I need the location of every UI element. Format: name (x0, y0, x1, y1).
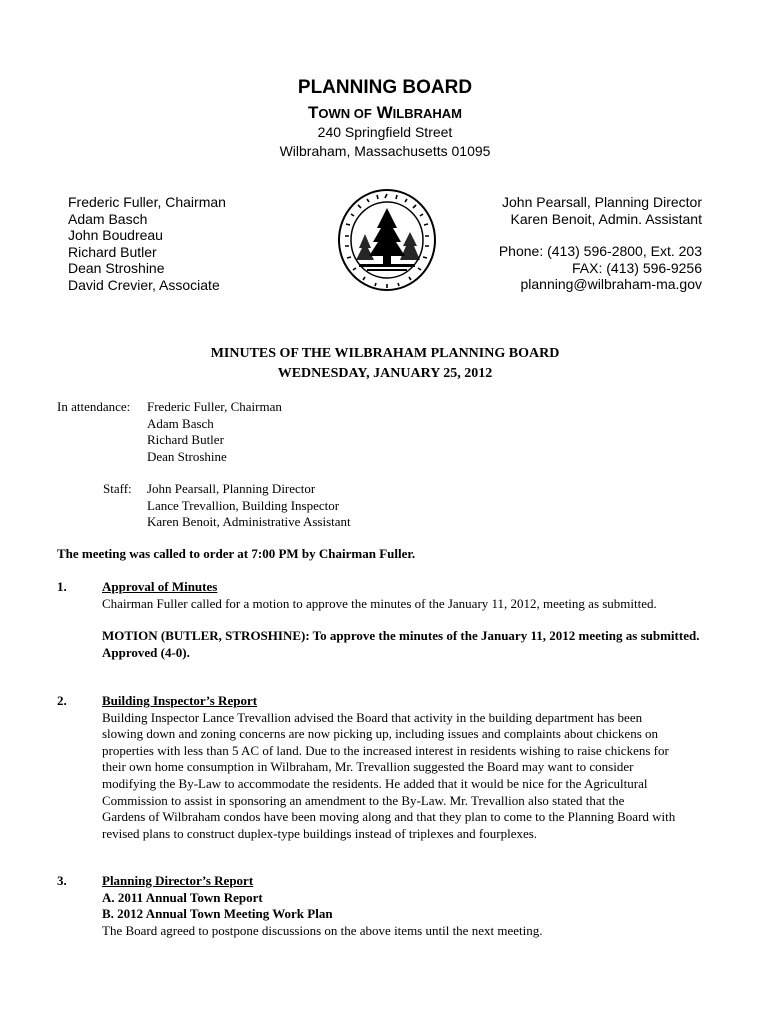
member-line: Frederic Fuller, Chairman (68, 194, 226, 210)
report-line: slowing down and zoning concerns are now picking up, including issues and complaints about chickens on (102, 726, 659, 742)
report-line: revised plans to construct duplex-type buildings instead of triplexes and fourplexes. (102, 825, 538, 841)
staff-list (147, 481, 351, 531)
attendance-label: In attendance: (57, 399, 131, 414)
item-heading: Planning Director’s Report (102, 873, 254, 888)
item-building-inspector-report (102, 693, 717, 842)
attendee: Frederic Fuller, Chairman (147, 399, 282, 414)
attendee: Richard Butler (147, 432, 224, 448)
item-planning-director-report (102, 873, 717, 939)
staff-label: Staff: (103, 481, 132, 496)
street-address: 240 Springfield Street (317, 124, 453, 140)
attendee: Dean Stroshine (147, 448, 227, 464)
member-line: Dean Stroshine (68, 260, 165, 277)
item-text: The Board agreed to postpone discussions on the above items until the next meeting. (102, 922, 543, 938)
staff-member: Karen Benoit, Administrative Assistant (147, 514, 351, 530)
contact-info (499, 194, 702, 293)
report-line: properties with less than 5 AC of land. Due to the increased interest in residents wishing to raise chickens for (102, 742, 669, 758)
member-line: Richard Butler (68, 243, 157, 260)
report-line: Building Inspector Lance Trevallion advised the Board that activity in the building department has been (102, 709, 643, 725)
subitem-a: A. 2011 Annual Town Report (102, 889, 263, 905)
board-title: PLANNING BOARD (297, 77, 473, 98)
member-line: David Crevier, Associate (68, 276, 220, 293)
member-line: John Boudreau (68, 227, 163, 244)
board-members (68, 194, 226, 294)
item-heading: Approval of Minutes (102, 579, 218, 594)
town-seal-icon (337, 188, 437, 292)
assistant-line: Karen Benoit, Admin. Assistant (510, 210, 702, 227)
member-line: Adam Basch (68, 210, 148, 227)
subitem-b: B. 2012 Annual Town Meeting Work Plan (102, 906, 333, 922)
item-text: Chairman Fuller called for a motion to approve the minutes of the January 11, 2012, meeting as submitted. (102, 595, 657, 611)
item-approval-of-minutes (102, 579, 717, 612)
staff-member: John Pearsall, Planning Director (147, 481, 316, 496)
motion-text: MOTION (BUTLER, STROSHINE): To approve the minutes of the January 11, 2012 meeting as submitted. Approved (4-0). (102, 628, 700, 660)
city-address: Wilbraham, Massachusetts 01095 (279, 143, 491, 159)
item-number: 2. (57, 693, 67, 708)
report-line: their own home consumption in Wilbraham, Mr. Trevallion suggested the Board may want to consider (102, 759, 634, 775)
report-line: modifying the By-Law to accommodate the residents. He added that it would be nice for the Agricultural (102, 775, 648, 791)
email-line: planning@wilbraham-ma.gov (520, 276, 702, 293)
attendance-list (147, 399, 282, 465)
phone-line: Phone: (413) 596-2800, Ext. 203 (498, 243, 702, 260)
staff-member: Lance Trevallion, Building Inspector (147, 497, 340, 513)
town-name: TOWN OF WILBRAHAM (308, 103, 462, 122)
director-line: John Pearsall, Planning Director (502, 194, 702, 210)
report-line: Commission to assist in sponsoring an amendment to the By-Law. Mr. Trevallion also stated that the (102, 792, 625, 808)
minutes-title: MINUTES OF THE WILBRAHAM PLANNING BOARD (210, 346, 560, 361)
fax-line: FAX: (413) 596-9256 (572, 259, 702, 276)
report-line: Gardens of Wilbraham condos have been moving along and that they plan to come to the Planning Board with (102, 809, 676, 825)
call-to-order: The meeting was called to order at 7:00 PM by Chairman Fuller. (57, 546, 416, 561)
meeting-date: WEDNESDAY, JANUARY 25, 2012 (277, 366, 493, 381)
item-number: 1. (57, 579, 67, 594)
attendee: Adam Basch (147, 415, 214, 431)
item-number: 3. (57, 873, 67, 888)
item-heading: Building Inspector’s Report (102, 693, 258, 708)
